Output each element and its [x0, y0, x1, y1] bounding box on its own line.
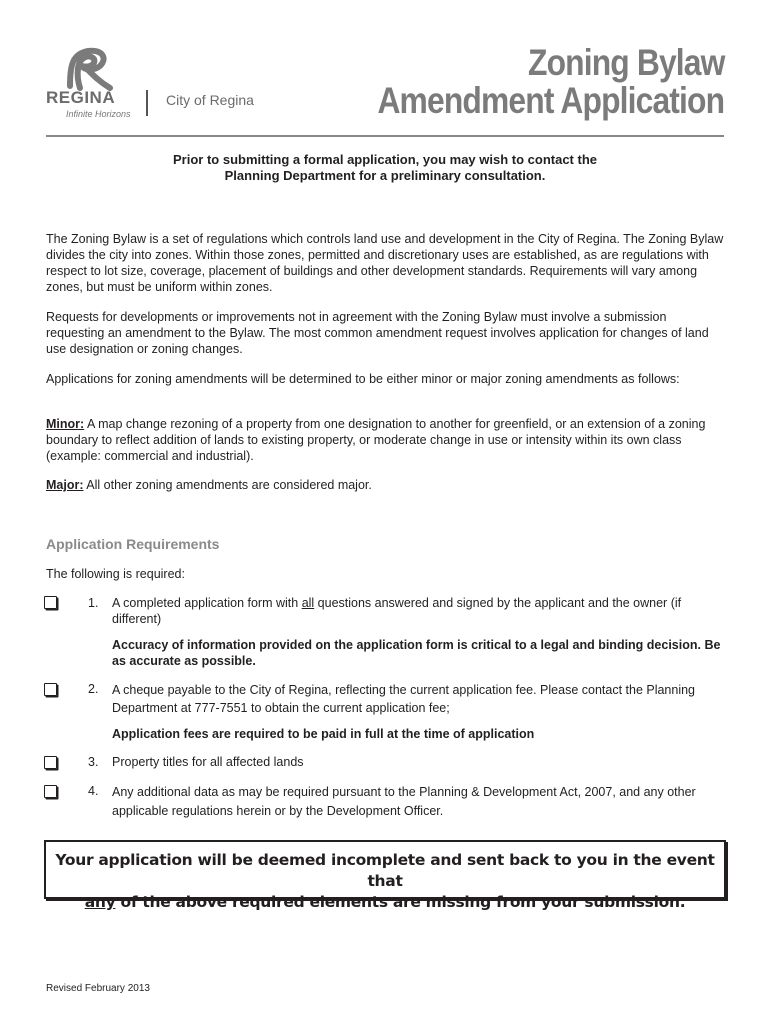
- warning-text: [46, 850, 724, 913]
- minor-label: Minor:: [46, 417, 85, 431]
- checkbox-item-4[interactable]: [44, 785, 57, 798]
- logo-tagline: Infinite Horizons: [66, 109, 131, 119]
- requirement-item-2-note: Application fees are required to be paid in full at the time of application: [112, 727, 535, 741]
- city-name: City of Regina: [166, 92, 254, 108]
- paragraph-minor: [46, 416, 726, 464]
- paragraph-zoning-bylaw: The Zoning Bylaw is a set of regulations which controls land use and development in the City of Regina. The Zoning Bylaw divides the city into zones. Within those zones, permitted and discretionary uses are established, as are regulations with respect to lot size, coverage, placement of buildings and other development standards. Requirements will vary among zones, but must be uniform within zones.: [46, 232, 724, 294]
- paragraph-major: [46, 477, 726, 493]
- revision-date: Revised February 2013: [46, 983, 150, 994]
- logo-separator: [146, 90, 148, 116]
- warning-line2: [46, 892, 724, 913]
- checkbox-item-1[interactable]: [44, 596, 57, 609]
- section-heading: Application Requirements: [46, 536, 220, 552]
- regina-logo-mark-icon: [60, 46, 116, 92]
- requirement-item-4: Any additional data as may be required pursuant to the Planning & Development Act, 2007, and any other applicable regulations herein or by the Development Officer.: [112, 785, 696, 818]
- page-title-line2: Amendment Application: [377, 80, 724, 121]
- major-label: Major:: [46, 478, 84, 492]
- warning-underlined: any: [84, 893, 116, 911]
- item-1-text: A completed application form with: [112, 596, 302, 610]
- requirement-item-1-note: Accuracy of information provided on the application form is critical to a legal and binding decision. Be as accurate as possible.: [112, 638, 721, 668]
- item-number: 4.: [88, 784, 99, 798]
- incomplete-warning-box: [44, 840, 726, 911]
- warning-line1: Your application will be deemed incomplete and sent back to you in the event that: [55, 851, 715, 890]
- item-number: 3.: [88, 755, 99, 769]
- major-text: All other zoning amendments are considered major.: [83, 478, 372, 492]
- requirement-item-1: [112, 595, 726, 627]
- intro-line2: Planning Department for a preliminary consultation.: [224, 168, 546, 183]
- checkbox-item-3[interactable]: [44, 756, 57, 769]
- item-number: 2.: [88, 682, 99, 696]
- requirement-item-2: A cheque payable to the City of Regina, reflecting the current application fee. Please contact the Planning Department at 777-7551 to obtain the current application fee;: [112, 683, 696, 715]
- checkbox-item-2[interactable]: [44, 683, 57, 696]
- logo-name: REGINA: [46, 88, 116, 107]
- item-number: 1.: [88, 596, 99, 610]
- requirements-lead: The following is required:: [46, 567, 185, 581]
- item-1-underlined: all: [301, 596, 315, 610]
- paragraph-applications: Applications for zoning amendments will be determined to be either minor or major zoning amendments as follows:: [46, 372, 680, 386]
- header-divider: [46, 135, 724, 137]
- intro-line1: Prior to submitting a formal application, you may wish to contact the: [173, 152, 597, 167]
- warning-line2-rest: of the above required elements are missing from your submission.: [115, 893, 686, 911]
- paragraph-requests: Requests for developments or improvements not in agreement with the Zoning Bylaw must involve a submission requesting an amendment to the Bylaw. The most common amendment request involves application for changes of land use designation or zoning changes.: [46, 310, 709, 356]
- intro-notice: [46, 152, 724, 184]
- requirement-item-3: Property titles for all affected lands: [112, 755, 304, 769]
- page-title-line1: Zoning Bylaw: [527, 42, 724, 83]
- minor-text: A map change rezoning of a property from one designation to another for greenfield, or an extension of a zoning boundary to reflect addition of lands to existing property, or moderate change in use or intensity within its own class (example: commercial and industrial).: [46, 417, 706, 463]
- item-1-text-rest: questions answered and signed by the applicant and the owner (if different): [112, 596, 682, 626]
